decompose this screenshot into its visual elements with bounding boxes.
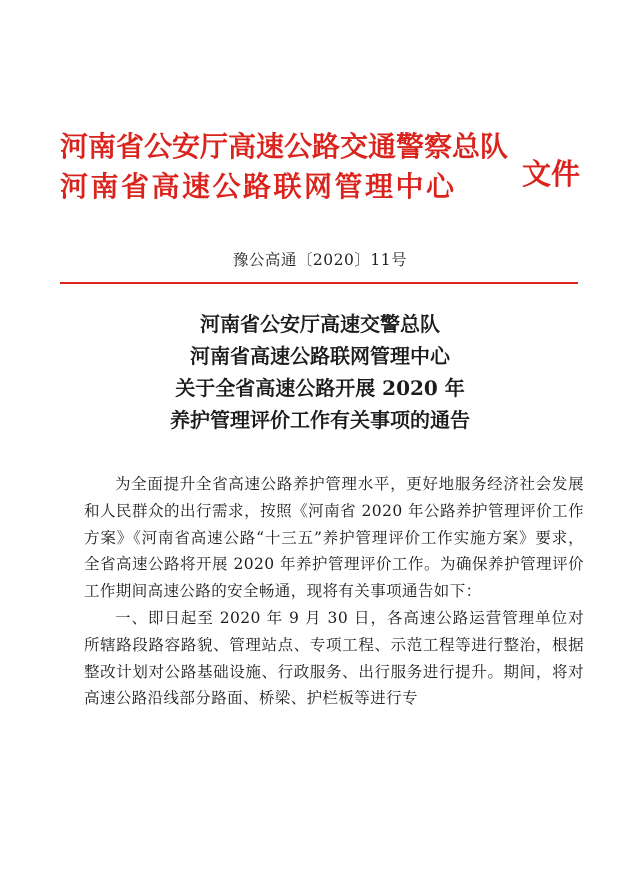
issuer-police: 河南省公安厅高速公路交通警察总队 — [60, 130, 509, 163]
document-type-label: 文件 — [522, 157, 581, 191]
issuer-block — [60, 127, 510, 207]
body-paragraph-intro: 为全面提升全省高速公路养护管理水平，更好地服务经济社会发展和人民群众的出行需求，按照《河南省 2020 年公路养护管理评价工作方案》《河南省高速公路“十三五”养护管理评价工作实施方案》要求，全省高速公路将开展 2020 年养护管理评价工作。为确保养护管理评价工作期间高速公路的安全畅通，现将有关事项通告如下： — [84, 475, 584, 601]
title-line-2: 河南省高速公路联网管理中心 — [190, 344, 450, 368]
title-line-1: 河南省公安厅高速交警总队 — [200, 312, 440, 336]
issuer-network-center: 河南省高速公路联网管理中心 — [60, 170, 457, 203]
red-header-divider — [60, 282, 578, 284]
body-paragraph-item-1: 一、即日起至 2020 年 9 月 30 日，各高速公路运营管理单位对所辖路段路容路貌、管理站点、专项工程、示范工程等进行整治，根据整改计划对公路基础设施、行政服务、出行服务进行提升。期间，将对高速公路沿线部分路面、桥梁、护栏板等进行专 — [84, 608, 584, 708]
document-number: 豫公高通〔2020〕11号 — [232, 251, 408, 269]
title-line-3: 关于全省高速公路开展 2020 年 — [175, 376, 465, 400]
title-line-4: 养护管理评价工作有关事项的通告 — [170, 408, 470, 432]
notice-body — [84, 471, 584, 712]
notice-title — [0, 308, 640, 436]
